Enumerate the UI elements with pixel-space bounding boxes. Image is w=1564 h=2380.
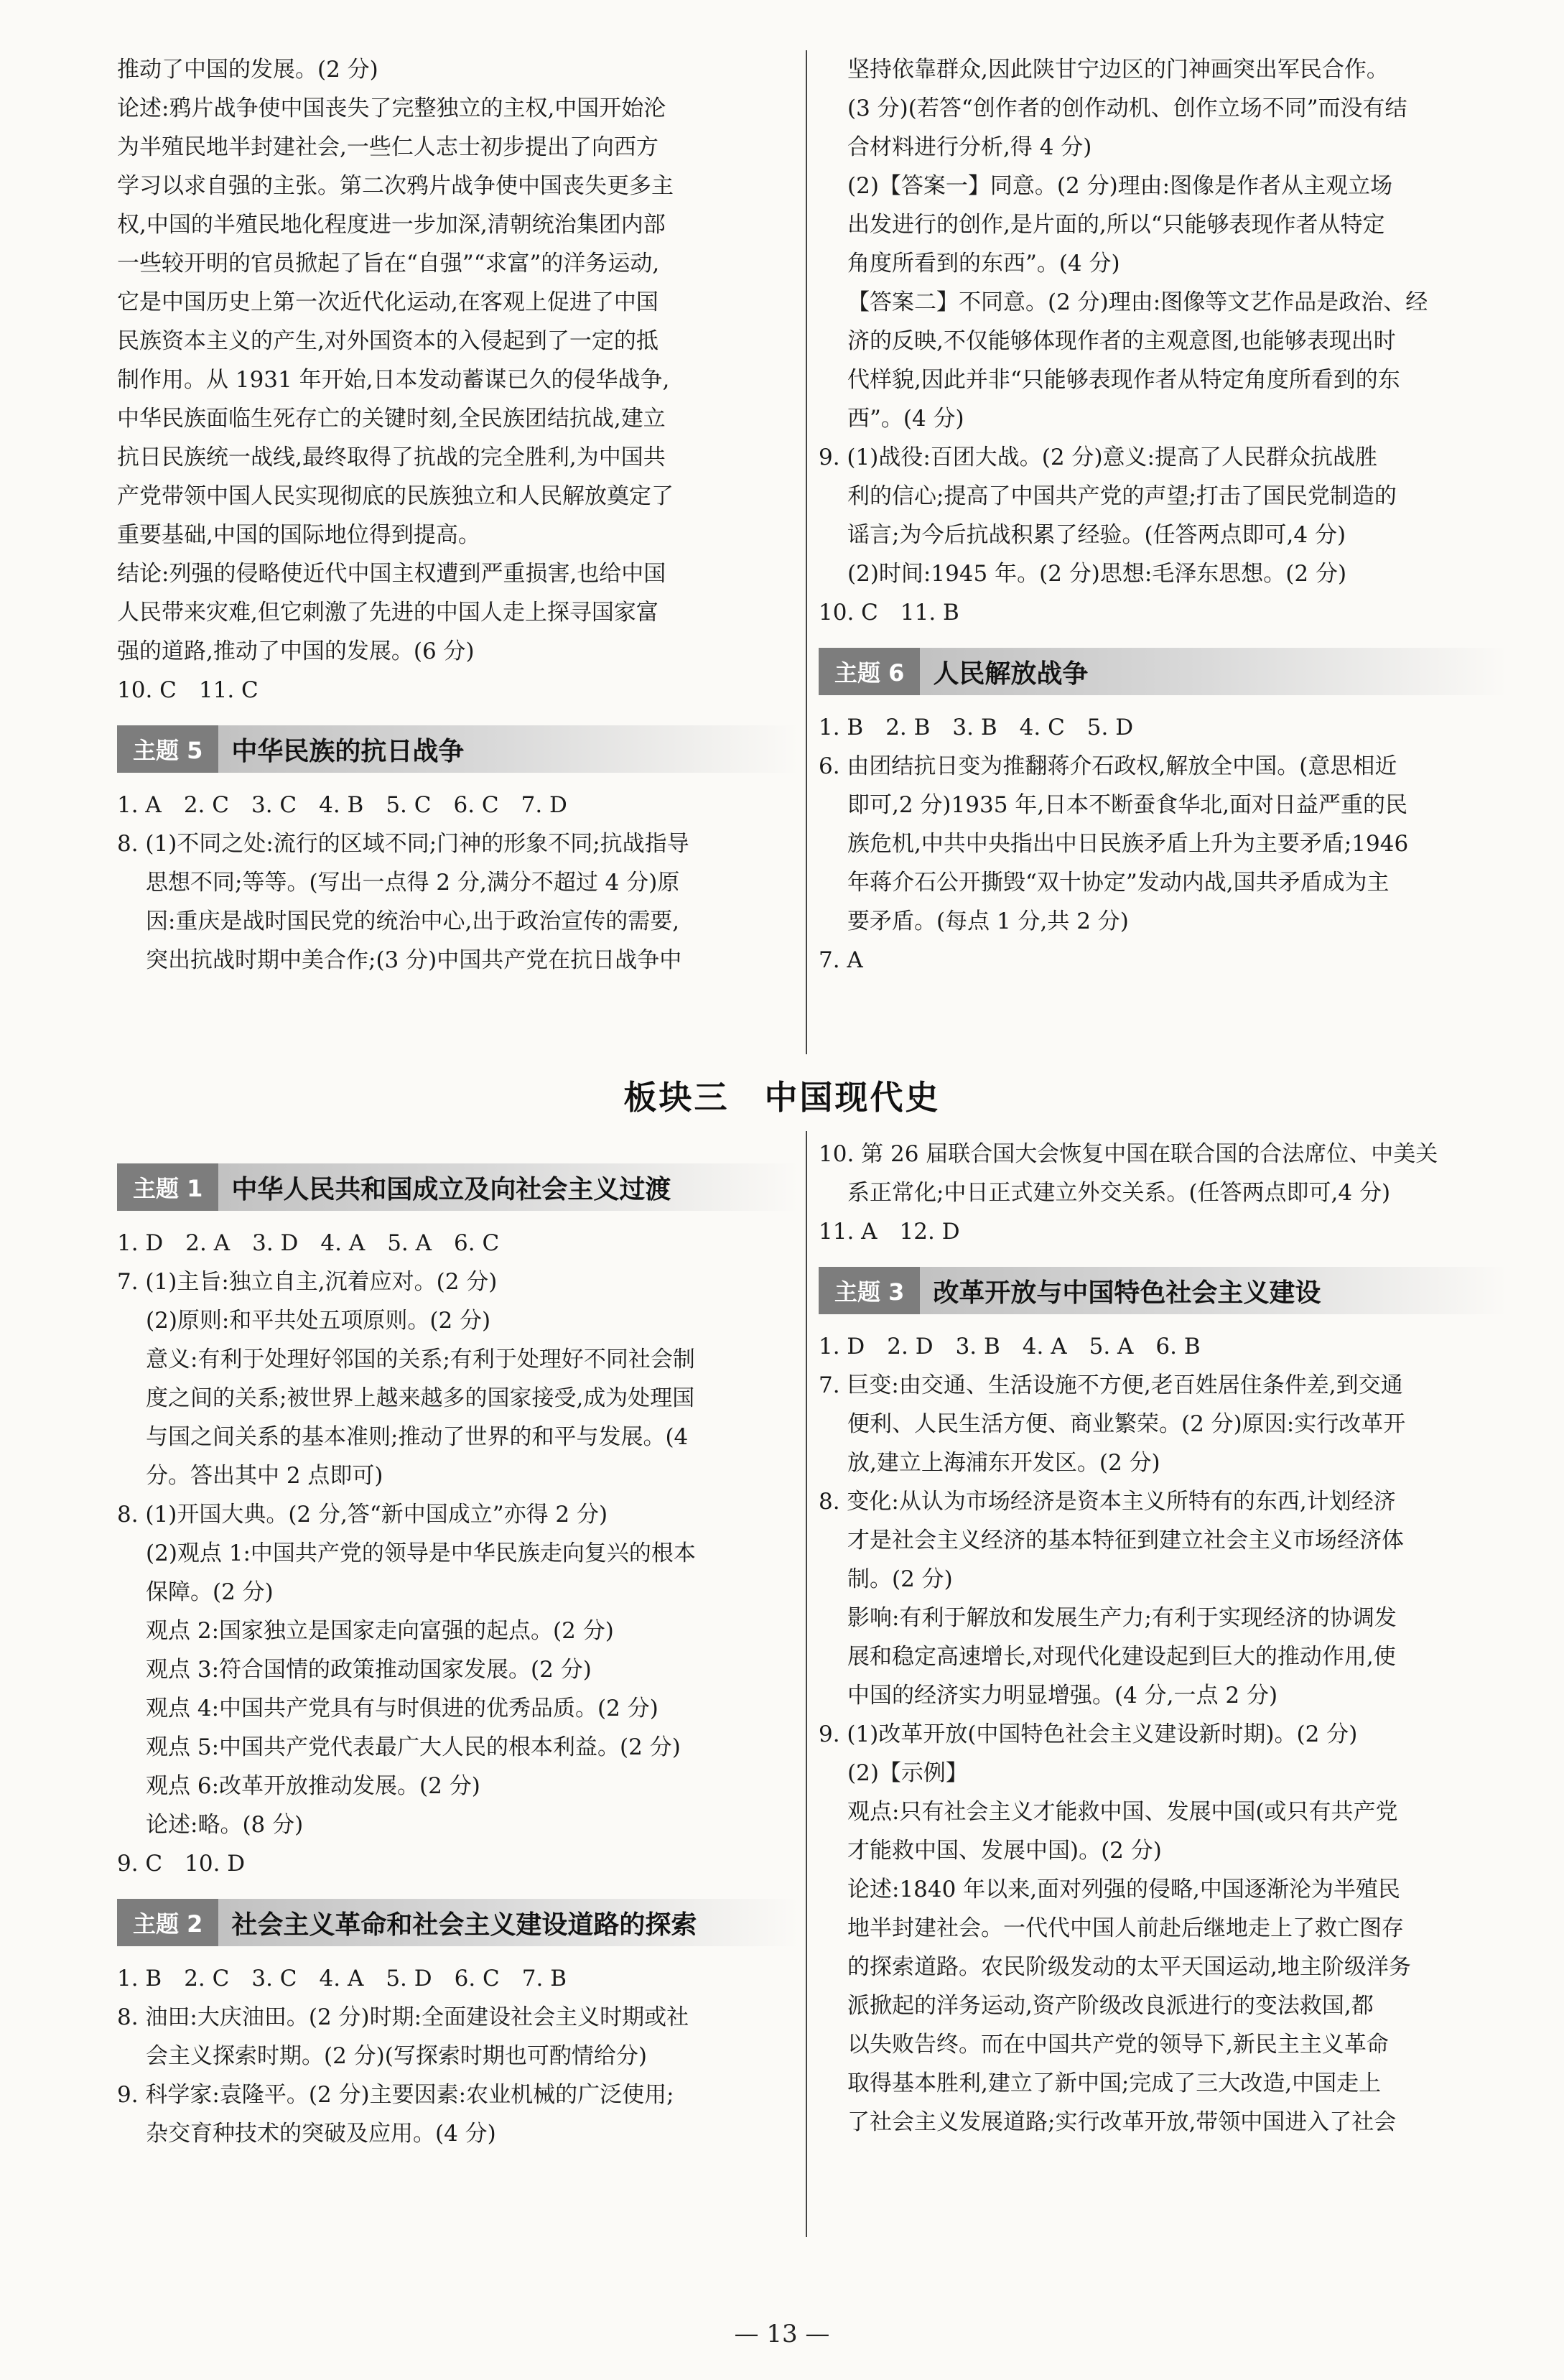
text-line: 权,中国的半殖民地化程度进一步加深,清朝统治集团内部 [117,212,666,238]
text-block [117,786,799,980]
text-block [819,1327,1508,2142]
text-line: 观点 6:改革开放推动发展。(2 分) [146,1773,480,1799]
topic-title: 社会主义革命和社会主义建设道路的探索 [231,1910,697,1940]
text-line: 出发进行的创作,是片面的,所以“只能够表现作者从特定 [847,212,1385,238]
text-line: 8. 油田:大庆油田。(2 分)时期:全面建设社会主义时期或社 [117,2004,689,2030]
text-line: 10. 第 26 届联合国大会恢复中国在联合国的合法席位、中美关 [819,1141,1438,1167]
topic-title: 人民解放战争 [933,659,1089,689]
text-line: 【答案二】不同意。(2 分)理由:图像等文艺作品是政治、经 [847,289,1428,315]
text-line: 1. A 2. C 3. C 4. B 5. C 6. C 7. D [117,792,567,818]
text-line: 杂交育种技术的突破及应用。(4 分) [146,2121,496,2147]
topic-title: 中华民族的抗日战争 [231,736,465,766]
column-divider-top [806,50,807,1054]
text-line: 放,建立上海浦东开发区。(2 分) [847,1450,1160,1476]
text-line: 因:重庆是战时国民党的统治中心,出于政治宣传的需要, [146,908,680,934]
text-line: 观点 2:国家独立是国家走向富强的起点。(2 分) [146,1618,614,1644]
text-line: 地半封建社会。一代代中国人前赴后继地走上了救亡图存 [847,1915,1404,1941]
text-line: 中国的经济实力明显增强。(4 分,一点 2 分) [847,1683,1278,1709]
text-line: 展和稳定高速增长,对现代化建设起到巨大的推动作用,使 [847,1644,1396,1670]
topic-tag: 主题 6 [819,648,920,695]
top-right-column [819,50,1508,980]
text-line: 产党带领中国人民实现彻底的民族独立和人民解放奠定了 [117,483,674,509]
text-line: 影响:有利于解放和发展生产力;有利于实现经济的协调发 [847,1605,1397,1631]
text-line: 即可,2 分)1935 年,日本不断蚕食华北,面对日益严重的民 [847,792,1407,818]
text-line: 会主义探索时期。(2 分)(写探索时期也可酌情给分) [146,2043,647,2069]
bottom-left-column [117,1163,799,2153]
text-line: 取得基本胜利,建立了新中国;完成了三大改造,中国走上 [847,2070,1382,2096]
text-line: 观点 5:中国共产党代表最广大人民的根本利益。(2 分) [146,1734,681,1760]
text-line: 合材料进行分析,得 4 分) [847,134,1092,160]
topic-tag: 主题 2 [117,1899,218,1946]
text-line: 观点 3:符合国情的政策推动国家发展。(2 分) [146,1657,592,1683]
text-line: 民族资本主义的产生,对外国资本的入侵起到了一定的抵 [117,328,658,354]
text-line: 突出抗战时期中美合作;(3 分)中国共产党在抗日战争中 [146,947,682,973]
text-line: 西”。(4 分) [847,406,964,432]
text-line: 了社会主义发展道路;实行改革开放,带领中国进入了社会 [847,2109,1397,2135]
text-line: 7. (1)主旨:独立自主,沉着应对。(2 分) [117,1269,498,1295]
text-line: 代样貌,因此并非“只能够表现作者从特定角度所看到的东 [847,367,1400,393]
text-line: 论述:1840 年以来,面对列强的侵略,中国逐渐沦为半殖民 [847,1877,1400,1902]
text-line: 系正常化;中日正式建立外交关系。(任答两点即可,4 分) [847,1180,1391,1206]
text-line: 7. A [819,947,863,973]
column-divider-bottom [806,1131,807,2237]
text-line: 论述:略。(8 分) [146,1812,304,1838]
text-line: 观点 4:中国共产党具有与时俱进的优秀品质。(2 分) [146,1696,658,1721]
text-line: (2)原则:和平共处五项原则。(2 分) [146,1308,491,1334]
text-line: 9. C 10. D [117,1851,246,1877]
text-line: 它是中国历史上第一次近代化运动,在客观上促进了中国 [117,289,658,315]
text-line: 1. B 2. B 3. B 4. C 5. D [819,715,1134,740]
top-left-column [117,50,799,980]
text-line: 利的信心;提高了中国共产党的声望;打击了国民党制造的 [847,483,1397,509]
text-line: 重要基础,中国的国际地位得到提高。 [117,522,480,548]
text-line: 便利、人民生活方便、商业繁荣。(2 分)原因:实行改革开 [847,1411,1406,1437]
text-line: 10. C 11. C [117,677,259,703]
text-line: 抗日民族统一战线,最终取得了抗战的完全胜利,为中国共 [117,445,666,470]
topic-tag: 主题 3 [819,1267,920,1314]
text-line: 的探索道路。农民阶级发动的太平天国运动,地主阶级洋务 [847,1954,1411,1980]
text-line: 中华民族面临生死存亡的关键时刻,全民族团结抗战,建立 [117,406,666,432]
text-line: 人民带来灾难,但它刺激了先进的中国人走上探寻国家富 [117,600,658,626]
text-line: 7. 巨变:由交通、生活设施不方便,老百姓居住条件差,到交通 [819,1372,1403,1398]
text-block [117,1224,799,1883]
text-line: (3 分)(若答“创作者的创作动机、创作立场不同”而没有结 [847,96,1407,121]
text-line: 与国之间关系的基本准则;推动了世界的和平与发展。(4 [146,1424,689,1450]
topic-header-3 [819,1267,1508,1314]
text-line: 为半殖民地半封建社会,一些仁人志士初步提出了向西方 [117,134,658,160]
text-line: 意义:有利于处理好邻国的关系;有利于处理好不同社会制 [146,1347,695,1372]
topic-header-1 [117,1163,799,1211]
text-line: 派掀起的洋务运动,资产阶级改良派进行的变法救国,都 [847,1993,1374,2019]
text-line: 9. 科学家:袁隆平。(2 分)主要因素:农业机械的广泛使用; [117,2082,674,2108]
text-line: 坚持依靠群众,因此陕甘宁边区的门神画突出军民合作。 [847,57,1389,83]
text-line: 推动了中国的发展。(2 分) [117,57,378,83]
text-line: 济的反映,不仅能够体现作者的主观意图,也能够表现出时 [847,328,1396,354]
page-number: — 13 — [734,2320,830,2348]
text-line: 10. C 11. B [819,600,959,626]
text-line: 思想不同;等等。(写出一点得 2 分,满分不超过 4 分)原 [146,870,680,896]
topic-title: 中华人民共和国成立及向社会主义过渡 [231,1174,671,1204]
text-line: 学习以求自强的主张。第二次鸦片战争使中国丧失更多主 [117,173,674,199]
text-line: 分。答出其中 2 点即可) [146,1463,383,1489]
text-block [819,50,1508,632]
text-line: 制。(2 分) [847,1566,953,1592]
text-line: (2)【示例】 [847,1760,968,1786]
text-line: (2)观点 1:中国共产党的领导是中华民族走向复兴的根本 [146,1540,696,1566]
text-line: (2)时间:1945 年。(2 分)思想:毛泽东思想。(2 分) [847,561,1347,587]
text-line: 8. (1)不同之处:流行的区域不同;门神的形象不同;抗战指导 [117,831,689,857]
text-line: 9. (1)战役:百团大战。(2 分)意义:提高了人民群众抗战胜 [819,445,1377,470]
text-line: 谣言;为今后抗战积累了经验。(任答两点即可,4 分) [847,522,1346,548]
text-line: 以失败告终。而在中国共产党的领导下,新民主主义革命 [847,2032,1389,2058]
text-line: 8. 变化:从认为市场经济是资本主义所特有的东西,计划经济 [819,1489,1396,1515]
text-block [819,708,1508,980]
text-line: 8. (1)开国大典。(2 分,答“新中国成立”亦得 2 分) [117,1502,608,1528]
text-line: 族危机,中共中央指出中日民族矛盾上升为主要矛盾;1946 [847,831,1409,857]
text-line: 9. (1)改革开放(中国特色社会主义建设新时期)。(2 分) [819,1721,1358,1747]
topic-tag: 主题 5 [117,725,218,773]
text-line: 论述:鸦片战争使中国丧失了完整独立的主权,中国开始沦 [117,96,666,121]
text-line: 才能救中国、发展中国)。(2 分) [847,1838,1162,1864]
text-block [117,1959,799,2153]
text-line: 结论:列强的侵略使近代中国主权遭到严重损害,也给中国 [117,561,666,587]
topic-header-2 [117,1899,799,1946]
text-line: 强的道路,推动了中国的发展。(6 分) [117,638,475,664]
text-line: 观点:只有社会主义才能救中国、发展中国(或只有共产党 [847,1799,1398,1825]
text-line: 年蒋介石公开撕毁“双十协定”发动内战,国共矛盾成为主 [847,870,1390,896]
section-title: 板块三 中国现代史 [623,1078,941,1117]
text-line: 1. D 2. D 3. B 4. A 5. A 6. B [819,1334,1201,1359]
text-line: 才是社会主义经济的基本特征到建立社会主义市场经济体 [847,1528,1404,1553]
text-line: 6. 由团结抗日变为推翻蒋介石政权,解放全中国。(意思相近 [819,753,1397,779]
text-line: 一些较开明的官员掀起了旨在“自强”“求富”的洋务运动, [117,251,660,276]
text-line: 11. A 12. D [819,1219,960,1245]
text-line: 要矛盾。(每点 1 分,共 2 分) [847,908,1129,934]
topic-header-6 [819,648,1508,695]
text-line: 角度所看到的东西”。(4 分) [847,251,1120,276]
bottom-right-column [819,1135,1508,2142]
text-line: 1. D 2. A 3. D 4. A 5. A 6. C [117,1230,500,1256]
text-line: 1. B 2. C 3. C 4. A 5. D 6. C 7. B [117,1966,567,1991]
text-line: 保障。(2 分) [146,1579,274,1605]
text-line: (2)【答案一】同意。(2 分)理由:图像是作者从主观立场 [847,173,1393,199]
text-block [117,50,799,710]
topic-tag: 主题 1 [117,1163,218,1211]
text-block [819,1135,1508,1251]
text-line: 度之间的关系;被世界上越来越多的国家接受,成为处理国 [146,1385,695,1411]
text-line: 制作用。从 1931 年开始,日本发动蓄谋已久的侵华战争, [117,367,670,393]
topic-header-5 [117,725,799,773]
topic-title: 改革开放与中国特色社会主义建设 [933,1278,1321,1308]
